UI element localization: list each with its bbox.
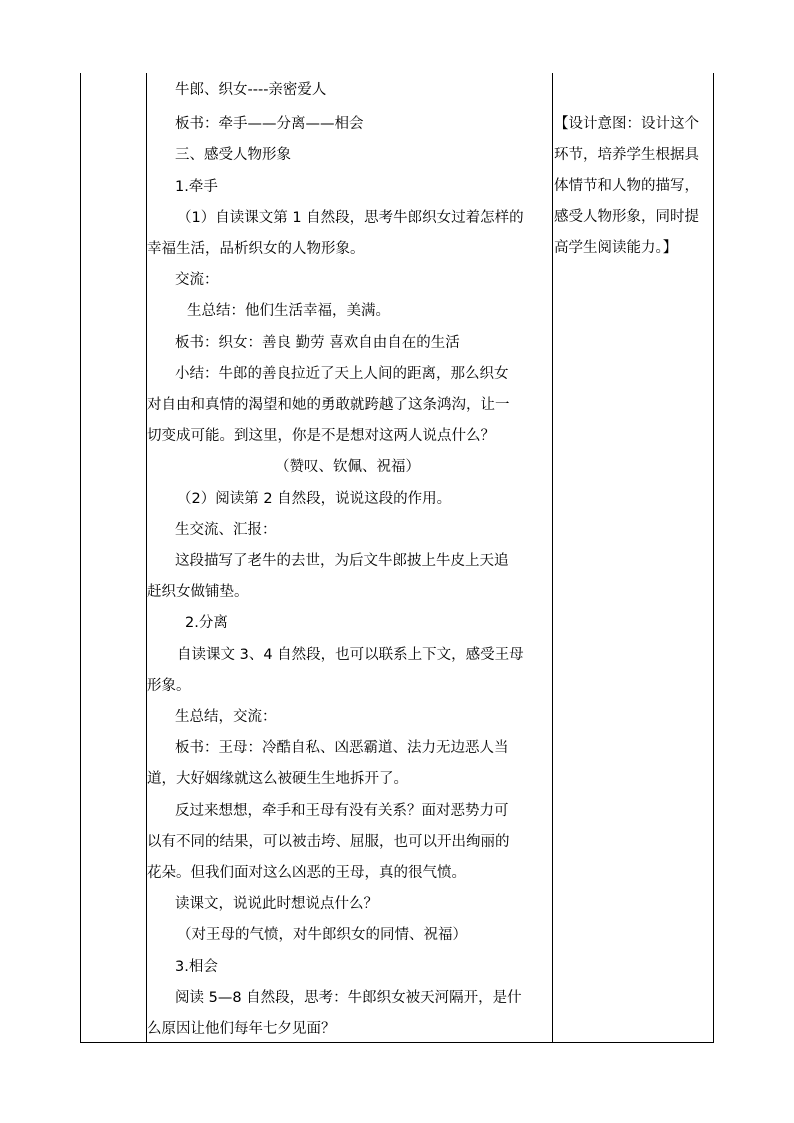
design-intent-line: 体情节和人物的描写， [554,178,699,194]
section-heading: 三、感受人物形象 [175,147,291,163]
table-border-bottom [80,1042,714,1043]
text-line: 读课文，说说此时想说点什么？ [175,896,378,912]
text-line: 阅读 5—8 自然段，思考：牛郎织女被天河隔开，是什 [175,990,522,1006]
text-line: 道，大好姻缘就这么被硬生生地拆开了。 [147,771,408,787]
text-line: 对自由和真情的渴望和她的勇敢就跨越了这条鸿沟，让一 [147,397,510,413]
text-line: 生交流、汇报： [175,522,277,538]
text-line: 反过来想想，牵手和王母有没有关系？面对恶势力可 [175,803,509,819]
table-border-left [80,73,81,1043]
text-line: 形象。 [147,678,191,694]
design-intent-line: 感受人物形象，同时提 [554,209,699,225]
text-line: 生总结，交流： [175,709,277,725]
subsection-heading: 1.牵手 [175,179,218,195]
text-line: 幸福生活，品析织女的人物形象。 [147,241,365,257]
subsection-heading: 2.分离 [185,615,228,631]
text-line: 板书：织女：善良 勤劳 喜欢自由自在的生活 [175,335,460,351]
text-line: 以有不同的结果，可以被击垮、屈服，也可以开出绚丽的 [147,834,510,850]
design-intent-line: 【设计意图：设计这个 [554,116,699,132]
design-intent-line: 高学生阅读能力。】 [554,240,678,256]
text-line: 花朵。但我们面对这么凶恶的王母，真的很气愤。 [147,865,466,881]
text-line: 自读课文 3、4 自然段，也可以联系上下文，感受王母 [177,647,524,663]
text-line: 么原因让他们每年七夕见面？ [147,1021,336,1037]
table-border-col2 [552,73,553,1043]
text-line: 板书：牵手——分离——相会 [175,116,364,132]
subsection-heading: 3.相会 [175,959,218,975]
text-line: 生总结：他们生活幸福，美满。 [187,303,390,319]
text-line: （赞叹、钦佩、祝福） [275,459,420,475]
text-line: 交流： [175,272,219,288]
text-line: （对王母的气愤，对牛郎织女的同情、祝福） [177,927,467,943]
design-intent-line: 环节，培养学生根据具 [554,147,699,163]
text-line: 板书：王母：冷酷自私、凶恶霸道、法力无边恶人当 [175,740,509,756]
text-line: （2）阅读第 2 自然段，说说这段的作用。 [177,491,452,507]
table-border-right [713,73,714,1043]
text-line: 切变成可能。到这里，你是不是想对这两人说点什么？ [147,428,495,444]
text-line: 赶织女做铺垫。 [147,584,249,600]
text-line: 小结：牛郎的善良拉近了天上人间的距离，那么织女 [175,366,509,382]
text-line: （1）自读课文第 1 自然段，思考牛郎织女过着怎样的 [177,210,524,226]
text-line: 牛郎、织女----亲密爱人 [175,82,327,98]
table-border-col1 [146,73,147,1043]
text-line: 这段描写了老牛的去世，为后文牛郎披上牛皮上天追 [175,553,509,569]
